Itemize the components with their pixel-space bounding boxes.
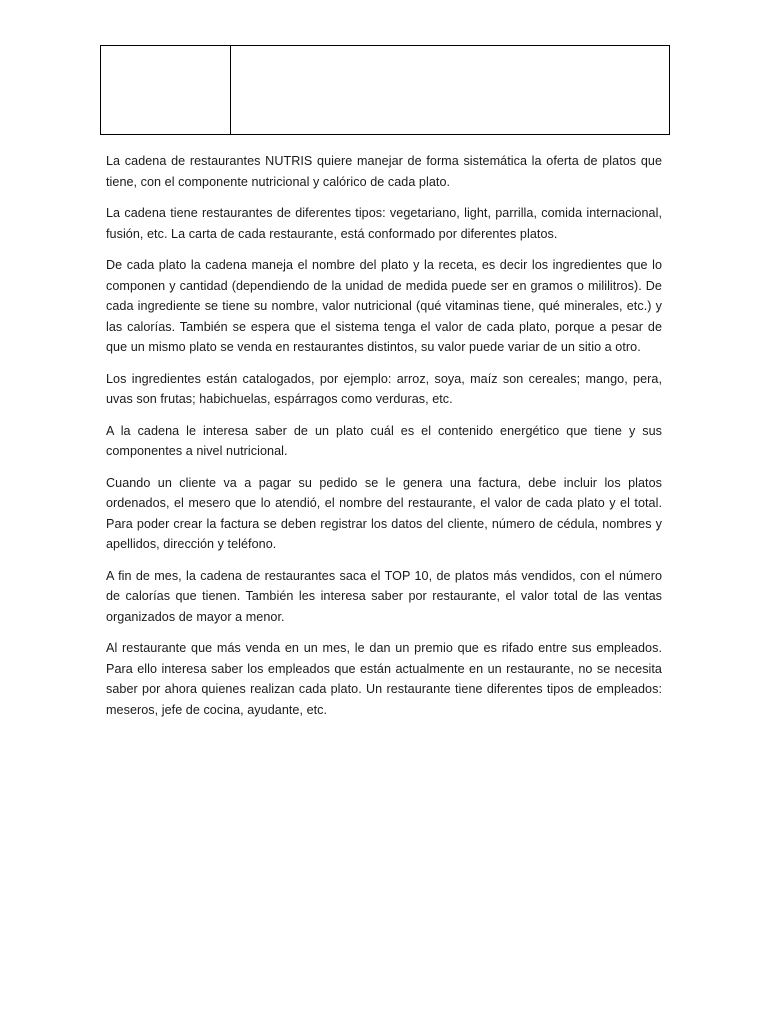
- paragraph-restaurant-types: La cadena tiene restaurantes de diferentes tipos: vegetariano, light, parrilla, comida internacional, fusión, etc. La carta de cada restaurante, está conformado por diferentes platos.: [106, 206, 662, 241]
- paragraph-employee-prize: Al restaurante que más venda en un mes, le dan un premio que es rifado entre sus empleados. Para ello interesa saber los empleados que están actualmente en un restaurante, no se necesita saber por ahora quienes realizan cada plato. Un restaurante tiene diferentes tipos de empleados: meseros, jefe de cocina, ayudante, etc.: [106, 641, 662, 717]
- paragraph-energy-content: A la cadena le interesa saber de un plato cuál es el contenido energético que tiene y sus componentes a nivel nutricional.: [106, 423, 662, 458]
- header-table: [100, 45, 670, 135]
- document-body: [106, 151, 662, 731]
- paragraph-dish-details: De cada plato la cadena maneja el nombre del plato y la receta, es decir los ingredientes que lo componen y cantidad (dependiendo de la unidad de medida puede ser en gramos o mililitros). De cada ingrediente se tiene su nombre, valor nutricional (qué vitaminas tiene, qué minerales, etc.) y las calorías. También se espera que el sistema tenga el valor de cada plato, porque a pesar de que un mismo plato se venda en restaurantes distintos, su valor puede variar de un sitio a otro.: [106, 258, 662, 354]
- paragraph-invoice: Cuando un cliente va a pagar su pedido se le genera una factura, debe incluir los platos ordenados, el mesero que lo atendió, el nombre del restaurante, el valor de cada plato y el total. Para poder crear la factura se deben registrar los datos del cliente, número de cédula, nombres y apellidos, dirección y teléfono.: [106, 475, 662, 551]
- paragraph-intro: La cadena de restaurantes NUTRIS quiere manejar de forma sistemática la oferta de platos que tiene, con el componente nutricional y calórico de cada plato.: [106, 154, 662, 189]
- header-cell-left: [101, 46, 231, 134]
- header-cell-right: [231, 46, 669, 134]
- paragraph-ingredient-catalog: Los ingredientes están catalogados, por ejemplo: arroz, soya, maíz son cereales; mango, pera, uvas son frutas; habichuelas, espárragos como verduras, etc.: [106, 371, 662, 406]
- paragraph-top-10: A fin de mes, la cadena de restaurantes saca el TOP 10, de platos más vendidos, con el número de calorías que tienen. También les interesa saber por restaurante, el valor total de las ventas organizados de mayor a menor.: [106, 568, 662, 624]
